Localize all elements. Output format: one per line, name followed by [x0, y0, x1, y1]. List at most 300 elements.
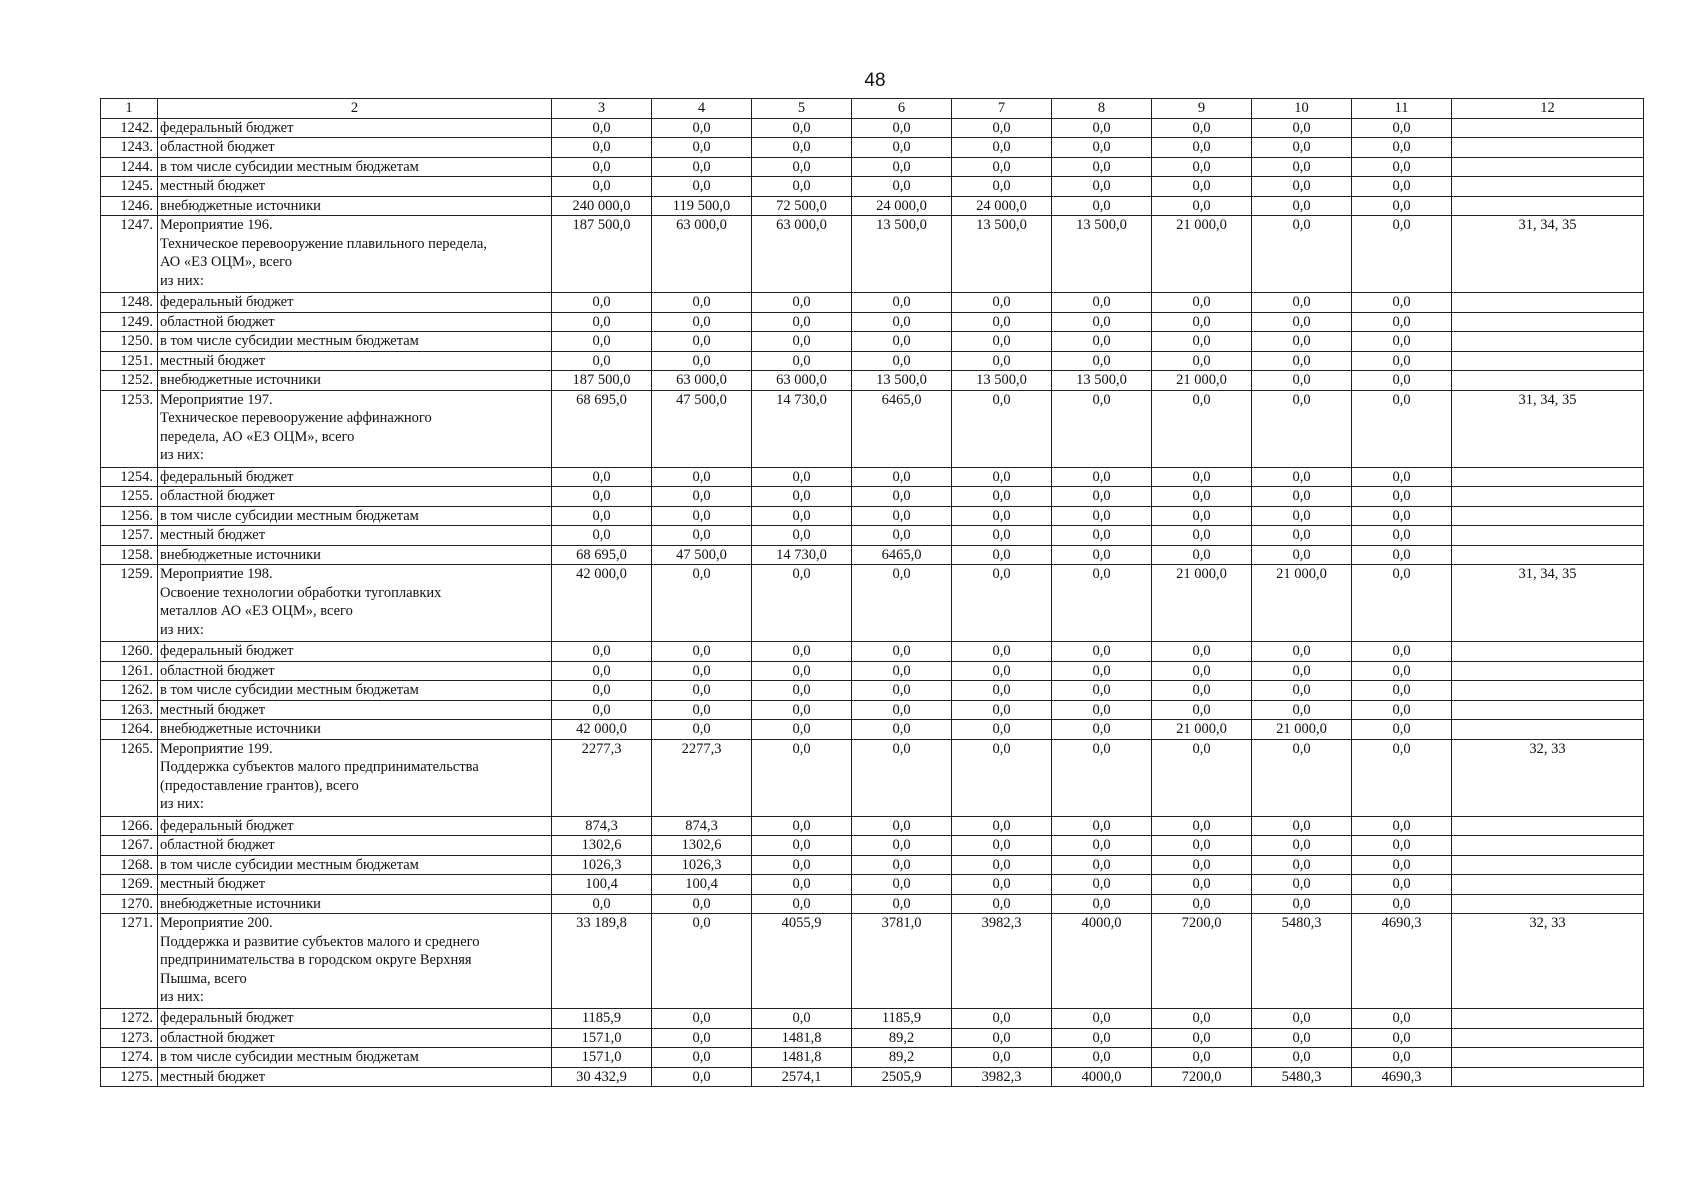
item-name-line: Техническое перевооружение аффинажного: [160, 410, 432, 426]
row-number-cell: 1259.: [101, 565, 158, 642]
value-cell: 0,0: [1152, 196, 1252, 216]
value-cell: 0,0: [1252, 894, 1352, 914]
value-cell: 0,0: [752, 526, 852, 546]
indicator-ref-cell: [1452, 855, 1644, 875]
value-cell: 0,0: [952, 487, 1052, 507]
item-name-cell: [158, 1048, 552, 1068]
value-cell: 21 000,0: [1152, 565, 1252, 642]
item-name-line: местный бюджет: [160, 527, 266, 543]
indicator-ref-cell: [1452, 836, 1644, 856]
value-cell: 0,0: [1352, 1028, 1452, 1048]
header-cell: 6: [852, 99, 952, 119]
value-cell: 0,0: [1252, 332, 1352, 352]
row-number-cell: 1247.: [101, 216, 158, 293]
value-cell: 0,0: [1252, 177, 1352, 197]
value-cell: 0,0: [952, 332, 1052, 352]
item-name-line: в том числе субсидии местным бюджетам: [160, 333, 419, 349]
item-name-cell: [158, 855, 552, 875]
header-cell: 11: [1352, 99, 1452, 119]
value-cell: 21 000,0: [1152, 371, 1252, 391]
table-row: [101, 1048, 1644, 1068]
indicator-ref-cell: [1452, 642, 1644, 662]
value-cell: 0,0: [652, 467, 752, 487]
item-name-cell: [158, 177, 552, 197]
value-cell: 0,0: [852, 836, 952, 856]
item-name-cell: [158, 642, 552, 662]
item-name-cell: [158, 1009, 552, 1029]
item-name-cell: [158, 196, 552, 216]
value-cell: 89,2: [852, 1048, 952, 1068]
budget-table: [100, 98, 1644, 1087]
indicator-ref-cell: [1452, 545, 1644, 565]
table-row: [101, 545, 1644, 565]
value-cell: 0,0: [952, 390, 1052, 467]
value-cell: 0,0: [1352, 293, 1452, 313]
value-cell: 0,0: [652, 565, 752, 642]
value-cell: 0,0: [1152, 138, 1252, 158]
value-cell: 0,0: [1252, 196, 1352, 216]
value-cell: 21 000,0: [1252, 565, 1352, 642]
value-cell: 0,0: [552, 661, 652, 681]
row-number-cell: 1270.: [101, 894, 158, 914]
value-cell: 0,0: [752, 720, 852, 740]
value-cell: 0,0: [952, 118, 1052, 138]
value-cell: 0,0: [752, 351, 852, 371]
value-cell: 0,0: [952, 875, 1052, 895]
value-cell: 0,0: [1052, 506, 1152, 526]
value-cell: 0,0: [1152, 836, 1252, 856]
value-cell: 0,0: [1352, 177, 1452, 197]
value-cell: 0,0: [952, 351, 1052, 371]
table-row: [101, 157, 1644, 177]
value-cell: 0,0: [1152, 739, 1252, 816]
value-cell: 63 000,0: [652, 216, 752, 293]
row-number-cell: 1267.: [101, 836, 158, 856]
header-cell: 2: [158, 99, 552, 119]
value-cell: 0,0: [1052, 855, 1152, 875]
indicator-ref-cell: [1452, 1048, 1644, 1068]
value-cell: 0,0: [952, 681, 1052, 701]
value-cell: 1481,8: [752, 1028, 852, 1048]
value-cell: 0,0: [952, 836, 1052, 856]
value-cell: 0,0: [1252, 1028, 1352, 1048]
value-cell: 0,0: [1152, 177, 1252, 197]
item-name-line: внебюджетные источники: [160, 721, 321, 737]
value-cell: 0,0: [1152, 312, 1252, 332]
value-cell: 0,0: [1352, 118, 1452, 138]
table-row: [101, 177, 1644, 197]
row-number-cell: 1263.: [101, 700, 158, 720]
value-cell: 0,0: [652, 1048, 752, 1068]
indicator-ref-cell: 31, 34, 35: [1452, 390, 1644, 467]
value-cell: 0,0: [652, 1028, 752, 1048]
value-cell: 0,0: [1052, 157, 1152, 177]
value-cell: 0,0: [552, 118, 652, 138]
table-row: [101, 661, 1644, 681]
value-cell: 0,0: [652, 487, 752, 507]
value-cell: 0,0: [1052, 390, 1152, 467]
value-cell: 7200,0: [1152, 1067, 1252, 1087]
value-cell: 13 500,0: [952, 216, 1052, 293]
value-cell: 72 500,0: [752, 196, 852, 216]
value-cell: 0,0: [1052, 739, 1152, 816]
indicator-ref-cell: [1452, 1009, 1644, 1029]
value-cell: 0,0: [852, 855, 952, 875]
value-cell: 0,0: [652, 1067, 752, 1087]
value-cell: 0,0: [1252, 487, 1352, 507]
row-number-cell: 1243.: [101, 138, 158, 158]
item-name-line: местный бюджет: [160, 701, 266, 718]
value-cell: 240 000,0: [552, 196, 652, 216]
item-name-cell: [158, 390, 552, 467]
table-row: [101, 836, 1644, 856]
value-cell: 0,0: [1252, 816, 1352, 836]
value-cell: 5480,3: [1252, 1067, 1352, 1087]
value-cell: 0,0: [1152, 875, 1252, 895]
value-cell: 0,0: [1352, 739, 1452, 816]
value-cell: 6465,0: [852, 390, 952, 467]
value-cell: 14 730,0: [752, 545, 852, 565]
item-name-cell: [158, 681, 552, 701]
indicator-ref-cell: [1452, 196, 1644, 216]
value-cell: 0,0: [752, 138, 852, 158]
value-cell: 0,0: [1052, 312, 1152, 332]
value-cell: 0,0: [752, 855, 852, 875]
item-name-line: из них:: [160, 272, 204, 289]
row-number-cell: 1264.: [101, 720, 158, 740]
value-cell: 4055,9: [752, 914, 852, 1009]
value-cell: 0,0: [1052, 720, 1152, 740]
value-cell: 24 000,0: [952, 196, 1052, 216]
value-cell: 0,0: [952, 661, 1052, 681]
value-cell: 5480,3: [1252, 914, 1352, 1009]
indicator-ref-cell: [1452, 118, 1644, 138]
value-cell: 0,0: [1252, 1048, 1352, 1068]
value-cell: 0,0: [852, 720, 952, 740]
value-cell: 0,0: [1052, 351, 1152, 371]
value-cell: 0,0: [1152, 816, 1252, 836]
table-row: [101, 681, 1644, 701]
table-row: [101, 816, 1644, 836]
value-cell: 30 432,9: [552, 1067, 652, 1087]
value-cell: 0,0: [852, 642, 952, 662]
indicator-ref-cell: 31, 34, 35: [1452, 565, 1644, 642]
value-cell: 14 730,0: [752, 390, 852, 467]
value-cell: 0,0: [752, 836, 852, 856]
value-cell: 0,0: [752, 177, 852, 197]
row-number-cell: 1248.: [101, 293, 158, 313]
item-name-line: областной бюджет: [160, 488, 275, 504]
value-cell: 0,0: [1352, 312, 1452, 332]
value-cell: 1185,9: [552, 1009, 652, 1029]
value-cell: 0,0: [1352, 467, 1452, 487]
value-cell: 0,0: [1252, 390, 1352, 467]
table-row: [101, 526, 1644, 546]
item-name-line: областной бюджет: [160, 662, 275, 679]
value-cell: 0,0: [752, 565, 852, 642]
value-cell: 0,0: [1052, 177, 1152, 197]
table-row: [101, 371, 1644, 391]
value-cell: 0,0: [1152, 700, 1252, 720]
value-cell: 0,0: [652, 894, 752, 914]
item-name-line: внебюджетные источники: [160, 372, 321, 388]
value-cell: 0,0: [552, 487, 652, 507]
table-row: [101, 332, 1644, 352]
value-cell: 0,0: [652, 700, 752, 720]
value-cell: 2505,9: [852, 1067, 952, 1087]
value-cell: 0,0: [1352, 700, 1452, 720]
item-name-line: из них:: [160, 796, 204, 812]
indicator-ref-cell: [1452, 138, 1644, 158]
value-cell: 0,0: [1352, 138, 1452, 158]
value-cell: 13 500,0: [1052, 371, 1152, 391]
value-cell: 0,0: [952, 293, 1052, 313]
item-name-line: Поддержка и развитие субъектов малого и среднего: [160, 933, 480, 950]
row-number-cell: 1260.: [101, 642, 158, 662]
item-name-cell: [158, 661, 552, 681]
value-cell: 2277,3: [652, 739, 752, 816]
item-name-line: внебюджетные источники: [160, 895, 321, 912]
value-cell: 0,0: [1352, 816, 1452, 836]
item-name-cell: [158, 138, 552, 158]
value-cell: 0,0: [1152, 545, 1252, 565]
value-cell: 2277,3: [552, 739, 652, 816]
table-row: [101, 118, 1644, 138]
value-cell: 4690,3: [1352, 1067, 1452, 1087]
value-cell: 0,0: [1252, 157, 1352, 177]
row-number-cell: 1246.: [101, 196, 158, 216]
indicator-ref-cell: [1452, 467, 1644, 487]
item-name-cell: [158, 216, 552, 293]
value-cell: 0,0: [752, 157, 852, 177]
row-number-cell: 1271.: [101, 914, 158, 1009]
value-cell: 0,0: [1052, 894, 1152, 914]
value-cell: 0,0: [1252, 118, 1352, 138]
value-cell: 0,0: [952, 642, 1052, 662]
value-cell: 21 000,0: [1252, 720, 1352, 740]
value-cell: 0,0: [852, 351, 952, 371]
value-cell: 42 000,0: [552, 565, 652, 642]
value-cell: 0,0: [652, 332, 752, 352]
item-name-line: из них:: [160, 989, 204, 1005]
value-cell: 0,0: [652, 914, 752, 1009]
value-cell: 0,0: [852, 875, 952, 895]
table-row: [101, 467, 1644, 487]
item-name-line: из них:: [160, 447, 204, 463]
item-name-cell: [158, 720, 552, 740]
header-cell: 1: [101, 99, 158, 119]
value-cell: 0,0: [552, 526, 652, 546]
item-name-cell: [158, 118, 552, 138]
value-cell: 0,0: [1252, 1009, 1352, 1029]
value-cell: 47 500,0: [652, 390, 752, 467]
value-cell: 3781,0: [852, 914, 952, 1009]
value-cell: 0,0: [1252, 681, 1352, 701]
item-name-cell: [158, 1028, 552, 1048]
row-number-cell: 1265.: [101, 739, 158, 816]
row-number-cell: 1269.: [101, 875, 158, 895]
value-cell: 0,0: [1152, 526, 1252, 546]
value-cell: 0,0: [1152, 506, 1252, 526]
indicator-ref-cell: [1452, 351, 1644, 371]
value-cell: 0,0: [1052, 196, 1152, 216]
header-cell: 3: [552, 99, 652, 119]
value-cell: 3982,3: [952, 914, 1052, 1009]
header-cell: 8: [1052, 99, 1152, 119]
value-cell: 0,0: [752, 1009, 852, 1029]
table-row: [101, 1009, 1644, 1029]
value-cell: 0,0: [852, 661, 952, 681]
value-cell: 0,0: [1352, 526, 1452, 546]
value-cell: 0,0: [652, 506, 752, 526]
item-name-line: федеральный бюджет: [160, 817, 294, 834]
value-cell: 42 000,0: [552, 720, 652, 740]
value-cell: 0,0: [1052, 467, 1152, 487]
item-name-line: Мероприятие 198.: [160, 566, 273, 582]
value-cell: 0,0: [1152, 855, 1252, 875]
value-cell: 0,0: [852, 312, 952, 332]
value-cell: 1302,6: [552, 836, 652, 856]
value-cell: 0,0: [1052, 836, 1152, 856]
value-cell: 0,0: [652, 351, 752, 371]
value-cell: 0,0: [1052, 487, 1152, 507]
page-number: 48: [864, 70, 886, 91]
value-cell: 13 500,0: [852, 371, 952, 391]
value-cell: 0,0: [1052, 816, 1152, 836]
value-cell: 874,3: [552, 816, 652, 836]
value-cell: 0,0: [652, 1009, 752, 1029]
value-cell: 0,0: [1252, 312, 1352, 332]
value-cell: 0,0: [1352, 1048, 1452, 1068]
value-cell: 0,0: [752, 118, 852, 138]
value-cell: 68 695,0: [552, 390, 652, 467]
value-cell: 0,0: [1352, 565, 1452, 642]
row-number-cell: 1273.: [101, 1028, 158, 1048]
value-cell: 0,0: [1352, 1009, 1452, 1029]
value-cell: 0,0: [1352, 157, 1452, 177]
value-cell: 33 189,8: [552, 914, 652, 1009]
value-cell: 0,0: [752, 894, 852, 914]
item-name-line: (предоставление грантов), всего: [160, 777, 359, 794]
value-cell: 0,0: [1352, 487, 1452, 507]
value-cell: 0,0: [652, 312, 752, 332]
value-cell: 0,0: [1252, 293, 1352, 313]
item-name-line: федеральный бюджет: [160, 294, 294, 310]
item-name-line: местный бюджет: [160, 1068, 266, 1085]
value-cell: 0,0: [952, 894, 1052, 914]
value-cell: 0,0: [1052, 1028, 1152, 1048]
item-name-line: федеральный бюджет: [160, 468, 294, 485]
value-cell: 0,0: [1352, 894, 1452, 914]
row-number-cell: 1251.: [101, 351, 158, 371]
indicator-ref-cell: [1452, 177, 1644, 197]
value-cell: 0,0: [1152, 390, 1252, 467]
table-row: [101, 914, 1644, 1009]
value-cell: 0,0: [752, 816, 852, 836]
row-number-cell: 1266.: [101, 816, 158, 836]
item-name-cell: [158, 1067, 552, 1087]
value-cell: 0,0: [852, 332, 952, 352]
value-cell: 3982,3: [952, 1067, 1052, 1087]
value-cell: 0,0: [1252, 875, 1352, 895]
table-row: [101, 565, 1644, 642]
value-cell: 0,0: [952, 545, 1052, 565]
value-cell: 0,0: [552, 467, 652, 487]
value-cell: 0,0: [1052, 700, 1152, 720]
row-number-cell: 1261.: [101, 661, 158, 681]
value-cell: 0,0: [1152, 1009, 1252, 1029]
header-cell: 5: [752, 99, 852, 119]
value-cell: 1571,0: [552, 1048, 652, 1068]
value-cell: 0,0: [1252, 836, 1352, 856]
value-cell: 0,0: [1152, 293, 1252, 313]
value-cell: 1481,8: [752, 1048, 852, 1068]
value-cell: 0,0: [1352, 681, 1452, 701]
value-cell: 47 500,0: [652, 545, 752, 565]
value-cell: 0,0: [752, 642, 852, 662]
indicator-ref-cell: [1452, 371, 1644, 391]
item-name-line: в том числе субсидии местным бюджетам: [160, 1049, 419, 1065]
value-cell: 0,0: [1352, 642, 1452, 662]
item-name-cell: [158, 836, 552, 856]
item-name-line: металлов АО «ЕЗ ОЦМ», всего: [160, 603, 353, 619]
item-name-line: Мероприятие 196.: [160, 217, 273, 233]
row-number-cell: 1262.: [101, 681, 158, 701]
value-cell: 0,0: [1252, 700, 1352, 720]
value-cell: 0,0: [852, 506, 952, 526]
item-name-line: внебюджетные источники: [160, 197, 321, 214]
value-cell: 0,0: [952, 1009, 1052, 1029]
value-cell: 1302,6: [652, 836, 752, 856]
indicator-ref-cell: [1452, 875, 1644, 895]
item-name-cell: [158, 487, 552, 507]
value-cell: 21 000,0: [1152, 216, 1252, 293]
value-cell: 0,0: [552, 312, 652, 332]
value-cell: 0,0: [752, 332, 852, 352]
row-number-cell: 1255.: [101, 487, 158, 507]
item-name-line: АО «ЕЗ ОЦМ», всего: [160, 254, 293, 270]
item-name-line: Мероприятие 197.: [160, 391, 273, 408]
value-cell: 0,0: [552, 681, 652, 701]
item-name-cell: [158, 312, 552, 332]
value-cell: 0,0: [952, 177, 1052, 197]
header-cell: 12: [1452, 99, 1644, 119]
value-cell: 7200,0: [1152, 914, 1252, 1009]
value-cell: 0,0: [1352, 332, 1452, 352]
value-cell: 0,0: [1352, 836, 1452, 856]
table-row: [101, 487, 1644, 507]
value-cell: 0,0: [652, 157, 752, 177]
value-cell: 0,0: [1152, 642, 1252, 662]
item-name-line: областной бюджет: [160, 1029, 275, 1046]
value-cell: 4690,3: [1352, 914, 1452, 1009]
value-cell: 0,0: [1152, 487, 1252, 507]
value-cell: 0,0: [1252, 371, 1352, 391]
value-cell: 0,0: [652, 720, 752, 740]
value-cell: 0,0: [752, 661, 852, 681]
value-cell: 0,0: [1052, 138, 1152, 158]
indicator-ref-cell: [1452, 1028, 1644, 1048]
value-cell: 0,0: [1052, 642, 1152, 662]
value-cell: 0,0: [1352, 390, 1452, 467]
value-cell: 0,0: [952, 816, 1052, 836]
value-cell: 119 500,0: [652, 196, 752, 216]
item-name-line: в том числе субсидии местным бюджетам: [160, 507, 419, 524]
value-cell: 63 000,0: [752, 216, 852, 293]
indicator-ref-cell: [1452, 293, 1644, 313]
value-cell: 0,0: [1352, 875, 1452, 895]
item-name-line: местный бюджет: [160, 178, 266, 194]
